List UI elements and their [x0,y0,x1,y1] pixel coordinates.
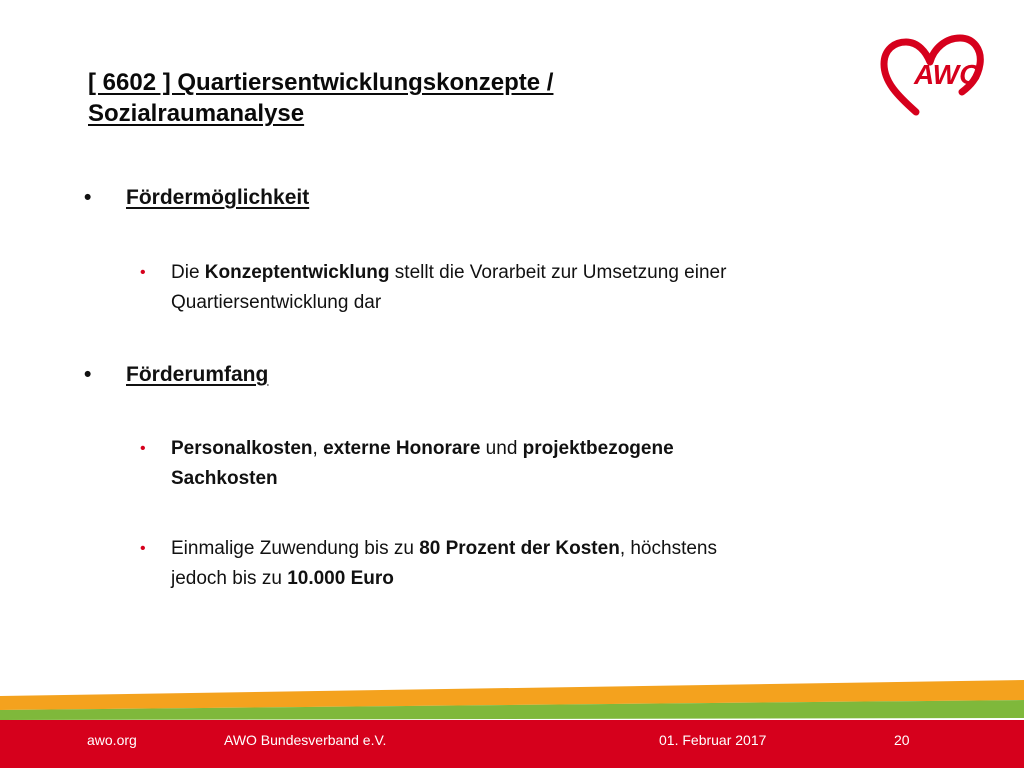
item-line-2: Quartiersentwicklung dar [171,292,382,313]
footer-band [0,672,1024,768]
slide-title-line-1: [ 6602 ] Quartiersentwicklungskonzepte / [88,69,554,96]
item-line-1: Einmalige Zuwendung bis zu 80 Prozent der Kosten, höchstens [171,538,717,559]
bullet-level-2: • [140,440,146,457]
logo-text: AWO [914,59,981,90]
awo-logo [876,30,986,120]
heart-icon [876,30,986,120]
bullet-level-1: • [84,363,92,386]
bullet-level-2: • [140,264,146,281]
slide-title [88,67,788,129]
footer-website[interactable]: awo.org [87,732,137,748]
item-line-2: jedoch bis zu 10.000 Euro [171,568,394,589]
footer-date: 01. Februar 2017 [659,732,767,748]
item-line-1: Die Konzeptentwicklung stellt die Vorarbeit zur Umsetzung einer [171,262,727,283]
section-heading-label: Fördermöglichkeit [126,186,310,209]
bullet-level-1: • [84,186,92,209]
item-line-1: Personalkosten, externe Honorare und projektbezogene [171,438,674,459]
footer-organization: AWO Bundesverband e.V. [224,732,387,748]
section-heading-label: Förderumfang [126,363,269,386]
footer-page-number: 20 [894,732,910,748]
footer-bar [0,720,1024,768]
slide-title-line-2: Sozialraumanalyse [88,100,305,127]
bullet-level-2: • [140,540,146,557]
item-line-2: Sachkosten [171,468,278,489]
